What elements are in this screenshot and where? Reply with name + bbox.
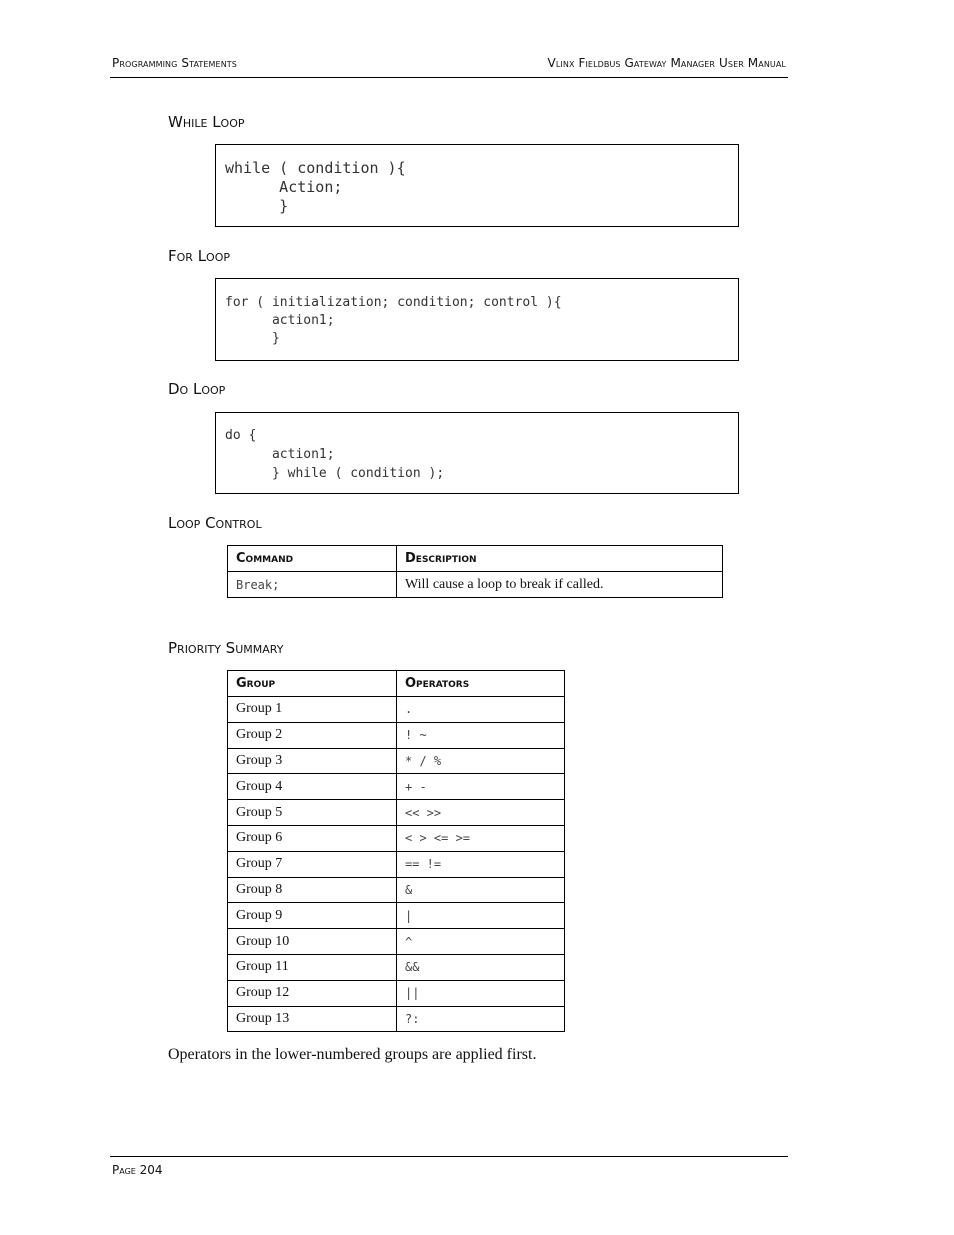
header-section-title: Programming Statements	[112, 56, 237, 70]
code-line: } while ( condition );	[225, 466, 445, 481]
priority-summary-heading: Priority Summary	[168, 639, 284, 657]
group-column-header: Group	[228, 671, 397, 697]
table-row	[228, 929, 565, 955]
group-cell: Group 7	[228, 851, 397, 877]
code-line: for ( initialization; condition; control ){	[225, 295, 562, 310]
code-line: Action;	[225, 178, 343, 196]
group-cell: Group 4	[228, 774, 397, 800]
group-cell: Group 9	[228, 903, 397, 929]
do-loop-code-block	[215, 412, 739, 494]
loop-control-heading: Loop Control	[168, 514, 262, 532]
priority-table	[227, 670, 565, 1032]
footer-rule	[110, 1156, 788, 1157]
page-number: Page 204	[112, 1163, 163, 1177]
code-line: }	[225, 331, 280, 346]
operators-cell: ! ~	[397, 722, 565, 748]
group-cell: Group 8	[228, 877, 397, 903]
priority-note: Operators in the lower-numbered groups are applied first.	[168, 1046, 537, 1063]
operators-cell: ^	[397, 929, 565, 955]
group-cell: Group 2	[228, 722, 397, 748]
table-row	[228, 722, 565, 748]
group-cell: Group 5	[228, 800, 397, 826]
loop-control-table	[227, 545, 723, 598]
table-header-row	[228, 671, 565, 697]
command-cell: Break;	[228, 572, 397, 598]
group-cell: Group 3	[228, 748, 397, 774]
operators-cell: ?:	[397, 1006, 565, 1032]
code-line: while ( condition ){	[225, 159, 406, 177]
table-row	[228, 903, 565, 929]
while-loop-heading: While Loop	[168, 113, 245, 131]
operators-cell: + -	[397, 774, 565, 800]
code-line: action1;	[225, 447, 335, 462]
table-row	[228, 774, 565, 800]
table-row	[228, 748, 565, 774]
header-rule	[110, 77, 788, 78]
table-row	[228, 800, 565, 826]
operators-cell: .	[397, 697, 565, 723]
table-row	[228, 697, 565, 723]
table-header-row	[228, 546, 723, 572]
operators-cell: == !=	[397, 851, 565, 877]
table-row	[228, 877, 565, 903]
group-cell: Group 12	[228, 980, 397, 1006]
header-manual-title: Vlinx Fieldbus Gateway Manager User Manual	[547, 56, 786, 70]
for-loop-heading: For Loop	[168, 247, 231, 265]
table-row	[228, 1006, 565, 1032]
table-row	[228, 851, 565, 877]
operators-cell: < > <= >=	[397, 825, 565, 851]
group-cell: Group 1	[228, 697, 397, 723]
do-loop-heading: Do Loop	[168, 380, 226, 398]
code-line: }	[225, 197, 289, 215]
group-cell: Group 13	[228, 1006, 397, 1032]
operators-cell: ||	[397, 980, 565, 1006]
while-loop-code-block	[215, 144, 739, 227]
for-loop-code-block	[215, 278, 739, 361]
operators-cell: &&	[397, 954, 565, 980]
operators-column-header: Operators	[397, 671, 565, 697]
table-row	[228, 980, 565, 1006]
group-cell: Group 10	[228, 929, 397, 955]
operators-cell: |	[397, 903, 565, 929]
group-cell: Group 6	[228, 825, 397, 851]
table-row	[228, 825, 565, 851]
table-row	[228, 572, 723, 598]
command-column-header: Command	[228, 546, 397, 572]
table-row	[228, 954, 565, 980]
operators-cell: * / %	[397, 748, 565, 774]
code-line: action1;	[225, 313, 335, 328]
group-cell: Group 11	[228, 954, 397, 980]
operators-cell: &	[397, 877, 565, 903]
code-line: do {	[225, 428, 257, 443]
operators-cell: << >>	[397, 800, 565, 826]
description-column-header: Description	[397, 546, 723, 572]
description-cell: Will cause a loop to break if called.	[397, 572, 723, 598]
